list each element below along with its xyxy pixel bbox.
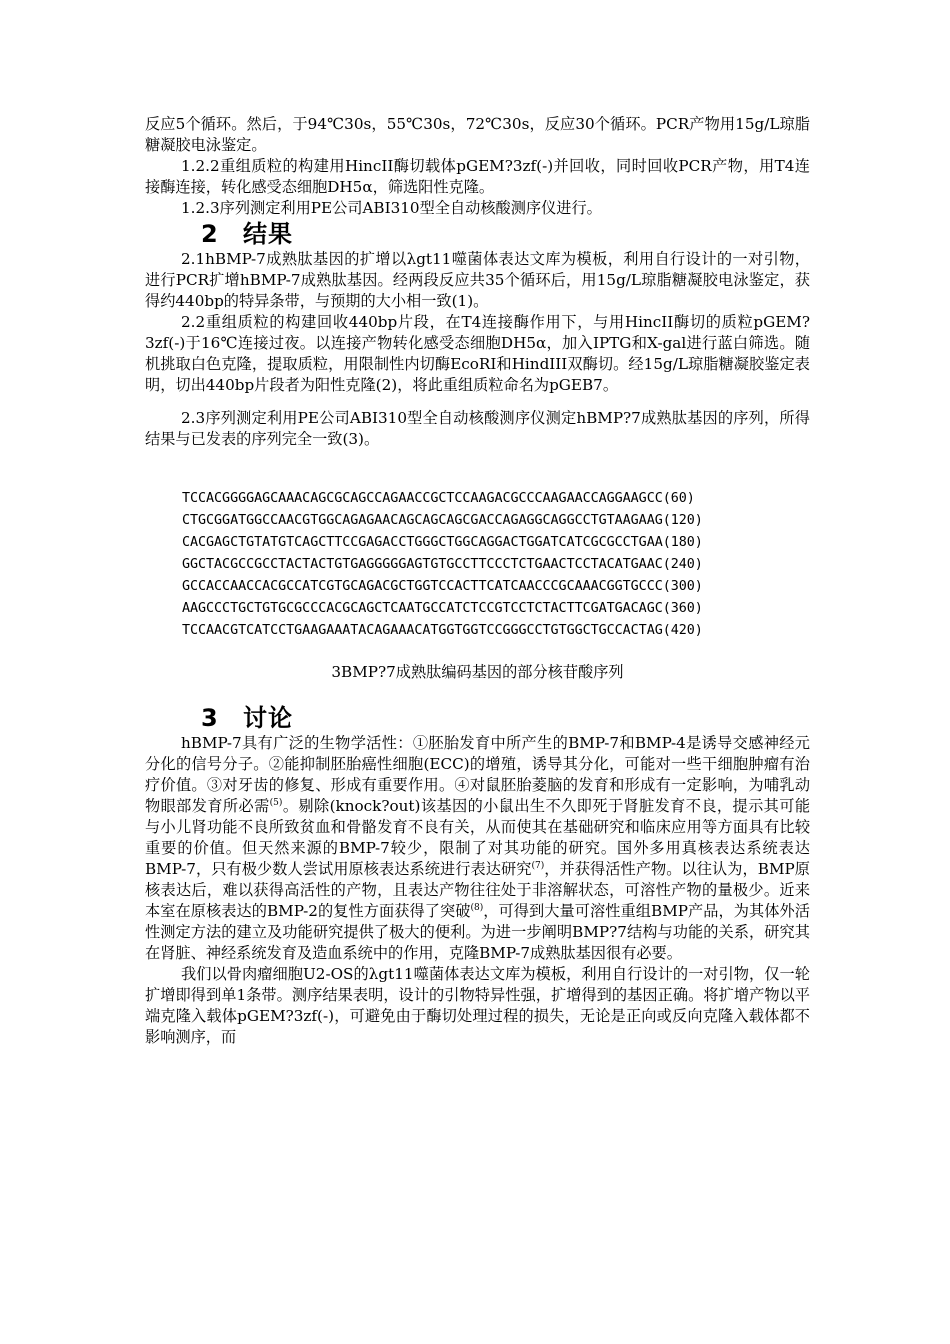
methods-continuation: 反应5个循环。然后，于94℃30s，55℃30s，72℃30s，反应30个循环。PCR产物用15g/L琼脂糖凝胶电泳鉴定。 bbox=[145, 115, 810, 154]
sequence-line: TCCAACGTCATCCTGAAGAAATACAGAAACATGGTGGTCCGGGCCTGTGGCTGCCACTAG(420) bbox=[182, 623, 703, 638]
nucleotide-sequence bbox=[145, 488, 810, 642]
discussion-paragraph-2: 我们以骨肉瘤细胞U2-OS的λgt11噬菌体表达文库为模板，利用自行设计的一对引物，仅一轮扩增即得到单1条带。测序结果表明，设计的引物特异性强，扩增得到的基因正确。将扩增产物以平端克隆入载体pGEM?3zf(-)，可避免由于酶切处理过程的损失，无论是正向或反向克隆入载体都不影响测序，而 bbox=[145, 965, 810, 1046]
sequence-line: GCCACCAACCACGCCATCGTGCAGACGCTGGTCCACTTCATCAACCCGCAAACGGTGCCC(300) bbox=[182, 579, 703, 594]
discussion-text: ，可得到大量可溶性重组BMP产品，为其体外活性测定方法的建立及功能研究提供了极大的便利。为进一步阐明BMP?7结构与功能的关系，研究其在肾脏、神经系统发育及造血系统中的作用，克隆BMP-7成熟肽基因很有必要。 bbox=[145, 902, 810, 962]
spacer bbox=[145, 396, 810, 408]
sequence-line: GGCTACGCCGCCTACTACTGTGAGGGGGAGTGTGCCTTCCCTCTGAACTCCTACATGAAC(240) bbox=[182, 557, 703, 572]
results-heading-title: 结果 bbox=[243, 220, 293, 248]
citation-ref: (5) bbox=[269, 798, 283, 808]
spacer bbox=[145, 450, 810, 488]
document-page bbox=[145, 114, 810, 1048]
discussion-heading-number: 3 bbox=[201, 704, 219, 732]
discussion-text: 。剔除(knock?out)该基因的小鼠出生不久即死于肾脏发育不良，提示其可能与小儿肾功能不良所致贫血和骨骼发育不良有关，从而使其在基础研究和临床应用等方面具有比较重要的价值。但天然来源的BMP-7较少，限制了对其功能的研究。国外多用真核表达系统表达BMP-7，只有极少数人尝试用原核表达系统进行表达研究 bbox=[145, 797, 811, 878]
sequence-line: CTGCGGATGGCCAACGTGGCAGAGAACAGCAGCAGCGACCAGAGGCAGGCCTGTAAGAAG(120) bbox=[182, 513, 703, 528]
discussion-heading bbox=[201, 703, 810, 733]
discussion-text: hBMP-7具有广泛的生物学活性：①胚胎发育中所产生的BMP-7和BMP-4是诱导交感神经元分化的信号分子。②能抑制胚胎癌性细胞(ECC)的增殖，诱导其分化，可能对一些干细胞肿瘤有治疗价值。③对牙齿的修复、形成有重要作用。④对鼠胚胎菱脑的发育和形成有一定影响，为哺乳动物眼部发育所必需 bbox=[145, 734, 810, 815]
discussion-paragraph-1 bbox=[145, 733, 810, 964]
discussion-heading-title: 讨论 bbox=[243, 704, 293, 732]
sequence-line: CACGAGCTGTATGTCAGCTTCCGAGACCTGGGCTGGCAGGACTGGATCATCGCGCCTGAA(180) bbox=[182, 535, 703, 550]
results-heading-number: 2 bbox=[201, 220, 219, 248]
citation-ref: (8) bbox=[470, 903, 484, 913]
results-2-2: 2.2重组质粒的构建回收440bp片段，在T4连接酶作用下，与用HincII酶切的质粒pGEM?3zf(-)于16℃连接过夜。以连接产物转化感受态细胞DH5α，加入IPTG和X-gal进行蓝白筛选。随机挑取白色克隆，提取质粒，用限制性内切酶EcoRI和HindIII双酶切。经15g/L琼脂糖凝胶鉴定表明，切出440bp片段者为阳性克隆(2)，将此重组质粒命名为pGEB7。 bbox=[145, 313, 810, 394]
results-2-3: 2.3序列测定利用PE公司ABI310型全自动核酸测序仪测定hBMP?7成熟肽基因的序列，所得结果与已发表的序列完全一致(3)。 bbox=[145, 409, 810, 448]
methods-1-2-3: 1.2.3序列测定利用PE公司ABI310型全自动核酸测序仪进行。 bbox=[181, 199, 602, 217]
sequence-line: TCCACGGGGAGCAAACAGCGCAGCCAGAACCGCTCCAAGACGCCCAAGAACCAGGAAGCC(60) bbox=[182, 491, 695, 506]
sequence-line: AAGCCCTGCTGTGCGCCCACGCAGCTCAATGCCATCTCCGTCCTCTACTTCGATGACAGC(360) bbox=[182, 601, 703, 616]
results-2-1: 2.1hBMP-7成熟肽基因的扩增以λgt11噬菌体表达文库为模板，利用自行设计的一对引物，进行PCR扩增hBMP-7成熟肽基因。经两段反应共35个循环后，用15g/L琼脂糖凝胶电泳鉴定，获得约440bp的特异条带，与预期的大小相一致(1)。 bbox=[145, 250, 810, 310]
results-heading bbox=[201, 219, 810, 249]
methods-1-2-2: 1.2.2重组质粒的构建用HincII酶切载体pGEM?3zf(-)并回收，同时回收PCR产物，用T4连接酶连接，转化感受态细胞DH5α，筛选阳性克隆。 bbox=[145, 157, 810, 196]
citation-ref: (7) bbox=[531, 861, 545, 871]
sequence-caption: 3BMP?7成熟肽编码基因的部分核苷酸序列 bbox=[331, 663, 624, 681]
discussion-text: ，并获得活性产物。以往认为，BMP原核表达后，难以获得高活性的产物，且表达产物往往处于非溶解状态，可溶性产物的量极少。近来本室在原核表达的BMP-2的复性方面获得了突破 bbox=[145, 860, 810, 920]
